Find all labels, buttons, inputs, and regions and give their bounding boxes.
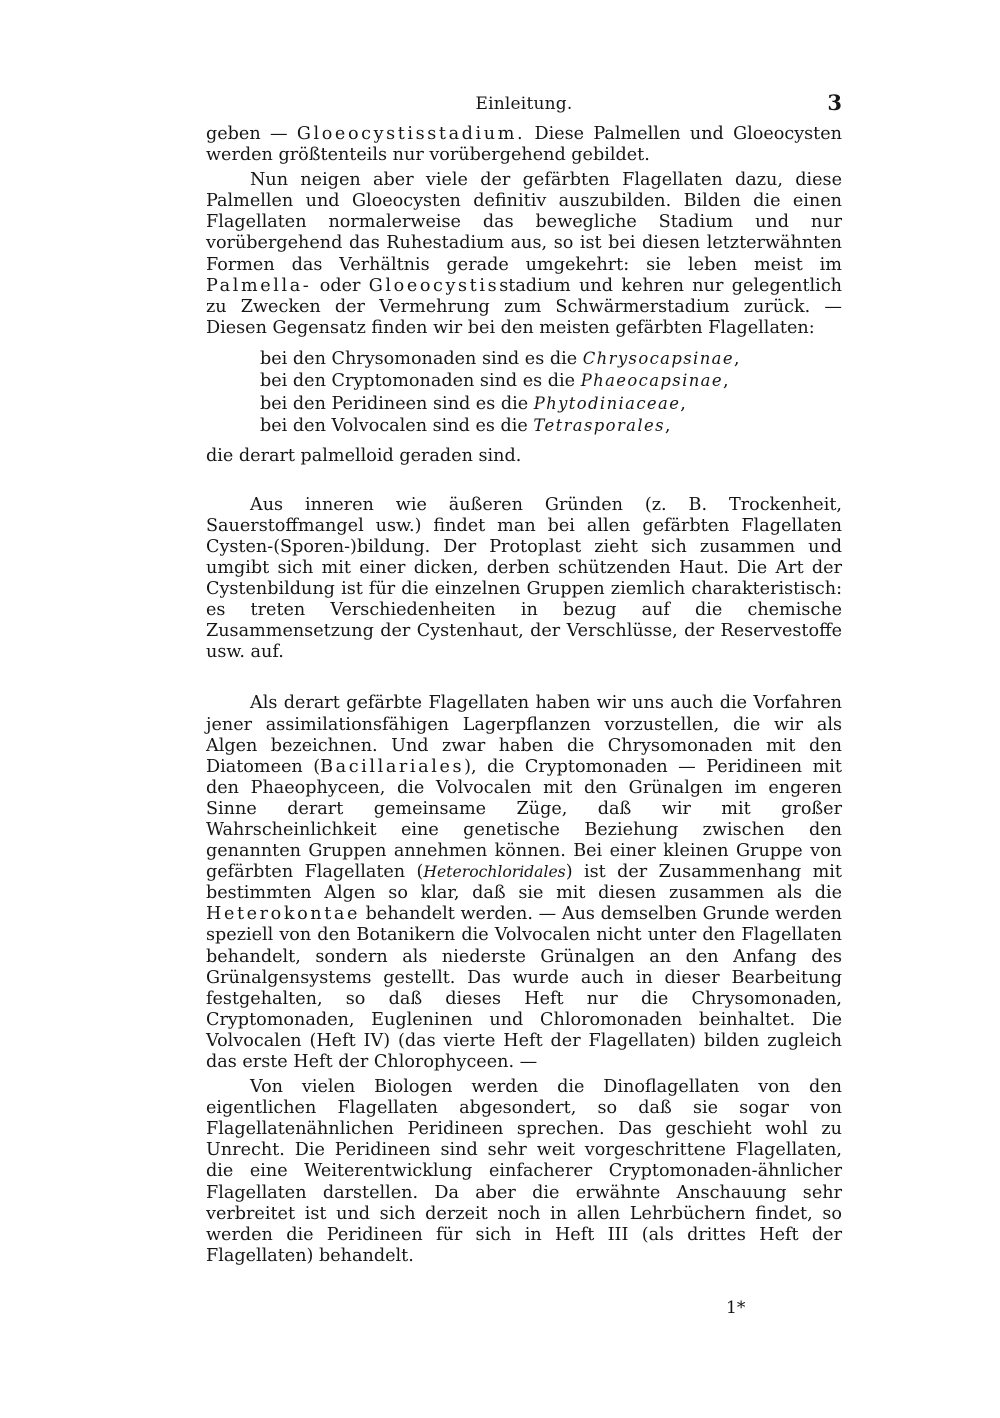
page-header: [206, 90, 842, 124]
paragraph-palmelloid: die derart palmelloid geraden sind.: [206, 445, 522, 466]
paragraph-palmellen: Nun neigen aber viele der gefärbten Flagellaten dazu, diese Palmellen und Gloeocysten definitiv auszubilden. Bilden die einen Flagellaten normalerweise das bewegliche Stadium und nur vorübergehend das Ruhestadium aus, so ist bei diesen letzterwähnten Formen das Verhältnis gerade umgekehrt: sie leben meist im Palmella- oder Gloeocystisstadium und kehren nur gelegentlich zu Zwecken der Vermehrung zum Schwärmerstadium zurück. — Diesen Gegensatz finden wir bei den meisten gefärbten Flagellaten:: [206, 170, 842, 338]
paragraph-cysten: Aus inneren wie äußeren Gründen (z. B. Trockenheit, Sauerstoffmangel usw.) findet man bei allen gefärbten Flagellaten Cysten-(Sporen-)bildung. Der Protoplast zieht sich zusammen und umgibt sich mit einer dicken, derben schützenden Haut. Die Art der Cystenbildung ist für die einzelnen Gruppen ziemlich charakteristisch: es treten Verschiedenheiten in bezug auf die chemische Zusammensetzung der Cystenhaut, der Verschlüsse, der Reservestoffe usw. auf.: [206, 494, 842, 663]
list-item: bei den Volvocalen sind es die Tetrasporales,: [260, 416, 671, 437]
list-item: bei den Cryptomonaden sind es die Phaeocapsinae,: [260, 371, 729, 392]
page-body: [206, 90, 843, 1267]
paragraph-gloeocystis: geben — Gloeocystisstadium. Diese Palmellen und Gloeocysten werden größtenteils nur vorübergehend gebildet.: [206, 124, 842, 166]
paragraph-algen: Als derart gefärbte Flagellaten haben wir uns auch die Vorfahren jener assimilationsfähigen Lagerpflanzen vorzustellen, die wir als Algen bezeichnen. Und zwar haben die Chrysomonaden mit den Diatomeen (Bacillariales), die Cryptomonaden — Peridineen mit den Phaeophyceen, die Volvocalen mit den Grünalgen im engeren Sinne derart gemeinsame Züge, daß wir mit großer Wahrscheinlichkeit eine genetische Beziehung zwischen den genannten Gruppen annehmen können. Bei einer kleinen Gruppe von gefärbten Flagellaten (Heterochloridales) ist der Zusammenhang mit bestimmten Algen so klar, daß sie mit diesen zusammen als die Heterokontae behandelt werden. — Aus demselben Grunde werden speziell von den Botanikern die Volvocalen nicht unter den Flagellaten behandelt, sondern als niederste Grünalgen an den Anfang des Grünalgensystems gestellt. Das wurde auch in dieser Bearbeitung festgehalten, so daß dieses Heft nur die Chrysomonaden, Cryptomonaden, Eugleninen und Chloromonaden beinhaltet. Die Volvocalen (Heft IV) (das vierte Heft der Flagellaten) bilden zugleich das erste Heft der Chlorophyceen. —: [206, 693, 843, 1072]
running-title: Einleitung.: [475, 94, 573, 114]
page-number: 3: [827, 90, 842, 115]
signature-mark: 1*: [726, 1298, 746, 1318]
palmelloid-groups-list: [206, 348, 842, 438]
list-item: bei den Peridineen sind es die Phytodiniaceae,: [260, 393, 686, 414]
list-item: bei den Chrysomonaden sind es die Chrysocapsinae,: [260, 348, 740, 369]
paragraph-dinoflagellaten: Von vielen Biologen werden die Dinoflagellaten von den eigentlichen Flagellaten abgesondert, so daß sie sogar von Flagellatenähnlichen Peridineen sprechen. Das geschieht wohl zu Unrecht. Die Peridineen sind sehr weit vorgeschrittene Flagellaten, die eine Weiterentwicklung einfacherer Cryptomonaden-ähnlicher Flagellaten darstellen. Da aber die erwähnte Anschauung sehr verbreitet ist und sich derzeit noch in allen Lehrbüchern findet, so werden die Peridineen für sich in Heft III (als drittes Heft der Flagellaten) behandelt.: [206, 1077, 842, 1266]
